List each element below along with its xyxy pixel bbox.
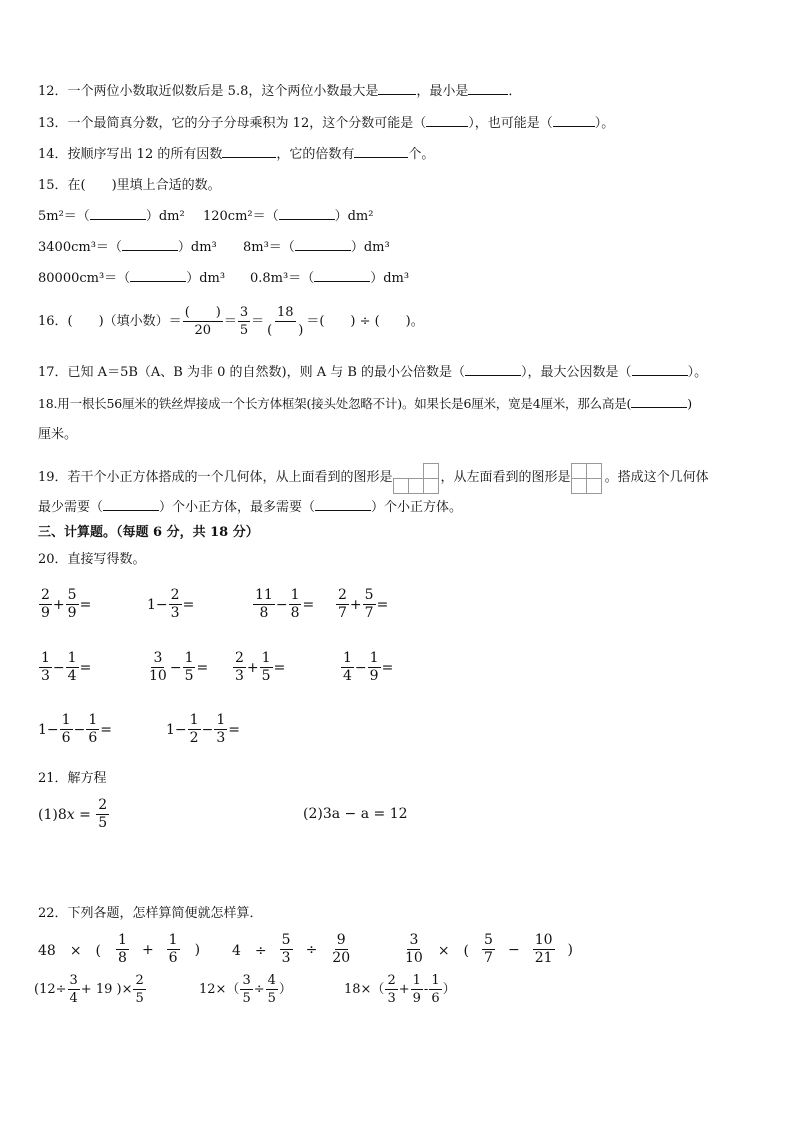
q19-text: ，从左面看到的图形是 [440, 470, 571, 485]
math-symbol: ） [442, 981, 456, 997]
fraction [39, 650, 52, 685]
fraction-denominator: 6 [61, 730, 71, 746]
math-symbol: 18×（ [344, 981, 385, 997]
math-symbol: = [74, 806, 96, 823]
math-symbol: 1 [166, 721, 175, 738]
calc-item [252, 587, 314, 622]
math-symbol: = [302, 596, 315, 613]
answer-blank[interactable] [222, 157, 276, 158]
fraction-denominator: 2 [189, 730, 199, 746]
q12-text: ，最小是 [416, 84, 469, 99]
question-19-line-2 [38, 499, 462, 517]
fraction-denominator[interactable]: ( ) [267, 323, 304, 338]
calc-item [340, 650, 393, 685]
fraction-denominator: 7 [364, 605, 374, 621]
calc-item [166, 712, 240, 747]
math-symbol: = [182, 596, 195, 613]
fraction-numerator: 1 [189, 712, 199, 728]
math-symbol: − [201, 721, 214, 738]
fraction [167, 932, 180, 967]
fraction-numerator: 2 [338, 587, 347, 603]
question-15-title: 15．在( )里填上合适的数。 [38, 178, 221, 193]
q13-text: ）。 [594, 116, 615, 131]
calc-item [335, 587, 388, 622]
fraction-denominator: 5 [98, 815, 108, 831]
fraction-denominator: 6 [431, 991, 440, 1006]
fraction-denominator: 9 [67, 605, 77, 621]
q15-row-1 [38, 208, 373, 226]
fraction [260, 650, 273, 685]
fraction-numerator: 1 [431, 973, 440, 988]
fraction-numerator: 2 [170, 587, 180, 603]
fraction [280, 932, 293, 967]
fraction [265, 304, 305, 339]
q19-text: 。搭成这个几何体 [604, 470, 709, 485]
fraction [68, 972, 80, 1007]
calc-item [38, 932, 200, 967]
math-symbol: 1 [38, 721, 47, 738]
fraction [39, 587, 52, 622]
answer-blank[interactable] [103, 510, 159, 511]
fraction-numerator: 1 [261, 650, 271, 666]
fraction [253, 587, 275, 622]
fraction [330, 932, 352, 967]
fraction-denominator: 7 [338, 605, 347, 621]
fraction [363, 587, 376, 622]
fraction [238, 304, 250, 339]
q17-text: 17．已知 A＝5B（A、B 为非 0 的自然数)，则 A 与 B 的最小公倍数是（ [38, 365, 466, 380]
answer-blank[interactable] [354, 157, 408, 158]
q15-text: 5m²＝（ [38, 209, 90, 224]
fraction [169, 587, 182, 622]
question-18 [38, 395, 692, 413]
q18-text: ) [687, 396, 692, 411]
math-symbol: = [79, 659, 92, 676]
q12-text: ． [508, 84, 522, 99]
answer-blank[interactable] [90, 219, 146, 220]
fraction-denominator: 6 [168, 950, 178, 966]
fraction-numerator: 1 [168, 932, 178, 948]
fraction-numerator: 1 [41, 650, 50, 666]
math-symbol: − [155, 596, 168, 613]
calc-item [147, 587, 194, 622]
calc-item [34, 972, 147, 1007]
fraction-numerator: 1 [343, 650, 352, 666]
left-view-icon [571, 462, 605, 494]
fraction [66, 587, 79, 622]
math-symbol: x [66, 806, 75, 823]
q13-text: ），也可能是（ [468, 116, 553, 131]
top-view-icon [393, 462, 441, 494]
q15-text: ）dm³ [186, 271, 226, 286]
fraction [214, 712, 227, 747]
fraction-denominator: 9 [369, 668, 379, 684]
math-symbol: ) [567, 941, 573, 958]
math-symbol: = [381, 659, 394, 676]
q15-text: ）dm³ [370, 271, 410, 286]
calc-item [38, 587, 91, 622]
fraction-numerator: 1 [290, 587, 300, 603]
math-symbol: − [275, 596, 288, 613]
fraction-denominator: 20 [194, 323, 212, 338]
fraction-denominator: 3 [170, 605, 180, 621]
q15-row-2b [243, 239, 390, 257]
fraction-numerator: 4 [267, 973, 276, 988]
fraction-numerator: 2 [235, 650, 244, 666]
math-symbol: = [376, 596, 389, 613]
q18-unit: 厘米。 [38, 427, 78, 442]
fraction-numerator: 10 [534, 932, 553, 948]
answer-blank[interactable] [378, 94, 416, 95]
fraction [183, 304, 223, 339]
question-22-title: 22．下列各题，怎样算简便就怎样算． [38, 906, 263, 921]
q16-text: ＝( ) ÷ ( )。 [306, 313, 424, 329]
math-symbol: × ( [437, 942, 470, 959]
fraction-numerator[interactable]: ( ) [184, 305, 221, 320]
math-symbol: = [100, 721, 112, 738]
math-symbol: + [246, 659, 259, 676]
fraction [385, 972, 397, 1007]
math-symbol: − [507, 941, 520, 958]
q19-text: 最少需要（ [38, 500, 104, 515]
question-16 [38, 304, 424, 339]
answer-blank[interactable] [122, 250, 178, 251]
fraction-numerator: 3 [239, 305, 249, 320]
question-20-title: 20．直接写得数。 [38, 552, 146, 567]
fraction [266, 972, 278, 1007]
q12-text: 12．一个两位小数取近似数后是 5.8，这个两位小数最大是 [38, 84, 379, 99]
fraction [60, 712, 73, 747]
q15-text: 120cm²＝（ [202, 209, 279, 224]
q17-text: ），最大公因数是（ [521, 365, 632, 380]
equation-2: (2)3a − a = 12 [303, 806, 408, 822]
math-symbol: − [169, 659, 182, 676]
fraction-numerator: 1 [216, 712, 226, 728]
calc-item [38, 650, 91, 685]
fraction-denominator: 10 [149, 668, 167, 684]
fraction [533, 932, 555, 967]
fraction-denominator: 4 [69, 991, 78, 1006]
question-12 [38, 83, 521, 101]
answer-blank[interactable] [130, 281, 186, 282]
fraction-denominator: 3 [216, 730, 226, 746]
fraction-denominator: 3 [41, 668, 50, 684]
fraction-numerator: 1 [184, 650, 194, 666]
answer-blank[interactable] [426, 126, 468, 127]
fraction [233, 650, 246, 685]
q15-text: ）dm² [145, 209, 185, 224]
answer-blank[interactable] [468, 94, 508, 95]
fraction-numerator: 1 [61, 712, 71, 728]
fraction [66, 650, 79, 685]
fraction-numerator: 3 [153, 650, 163, 666]
fraction-denominator: 5 [239, 323, 249, 338]
section-heading: 三、计算题。（每题 6 分，共 18 分） [38, 525, 259, 540]
q14-text: ，它的倍数有 [276, 147, 355, 162]
fraction [289, 587, 302, 622]
math-symbol: (1)8 [38, 806, 67, 823]
calc-item [199, 972, 292, 1007]
fraction [147, 650, 169, 685]
q18-text: 18.用一根长56厘米的铁丝焊接成一个长方体框架(接头处忽略不计)。如果长是6厘米，宽是4厘米，那么高是( [38, 396, 632, 411]
q15-text: 0.8m³＝（ [250, 271, 315, 286]
math-symbol: ÷ [253, 981, 265, 997]
q15-text: 8m³＝（ [243, 240, 295, 255]
fraction-numerator: 11 [255, 587, 273, 603]
calc-item [232, 932, 353, 967]
math-symbol: − [174, 721, 187, 738]
fraction-denominator: 21 [534, 950, 553, 966]
fraction-denominator: 3 [387, 991, 396, 1006]
fraction-numerator: 1 [88, 712, 98, 728]
answer-blank[interactable] [315, 510, 371, 511]
math-symbol: − [354, 659, 367, 676]
math-symbol: ÷ [305, 941, 318, 958]
q19-text: 19．若干个小正方体搭成的一个几何体，从上面看到的图形是 [38, 470, 393, 485]
fraction-denominator: 9 [412, 991, 421, 1006]
math-symbol: + 19 )× [80, 981, 133, 997]
fraction-numerator: 3 [69, 973, 78, 988]
fraction-denominator: 10 [405, 950, 423, 966]
fraction [133, 972, 145, 1007]
fraction-numerator: 5 [484, 932, 493, 948]
math-symbol: = [228, 721, 240, 738]
fraction-numerator: 3 [242, 973, 251, 988]
fraction-denominator: 5 [135, 991, 144, 1006]
fraction [403, 932, 425, 967]
math-symbol: 12×（ [199, 981, 240, 997]
fraction-denominator: 5 [267, 991, 276, 1006]
fraction-denominator: 5 [261, 668, 271, 684]
fraction-numerator: 18 [276, 305, 294, 320]
fraction-numerator: 2 [135, 973, 144, 988]
calc-item [402, 932, 573, 967]
q16-text: 16．( )（填小数）＝ [38, 313, 182, 329]
answer-blank[interactable] [631, 407, 687, 408]
math-symbol: − [46, 721, 59, 738]
calc-item [146, 650, 208, 685]
fraction [482, 932, 495, 967]
fraction-numerator: 1 [369, 650, 379, 666]
math-symbol: 48 × ( [38, 942, 102, 959]
q15-text: 3400cm³＝（ [38, 240, 122, 255]
math-symbol: = [79, 596, 92, 613]
fraction [188, 712, 201, 747]
calc-item [38, 712, 112, 747]
fraction-numerator: 5 [364, 587, 374, 603]
math-symbol: + [141, 941, 154, 958]
fraction-denominator: 4 [343, 668, 352, 684]
q19-text: ）个小正方体。 [371, 500, 463, 515]
math-symbol: ） [278, 981, 292, 997]
equation-1 [38, 797, 110, 832]
fraction-numerator: 1 [118, 932, 127, 948]
fraction-numerator: 1 [67, 650, 77, 666]
fraction-denominator: 9 [41, 605, 50, 621]
fraction [116, 932, 129, 967]
q14-text: 个。 [408, 147, 435, 162]
math-symbol: = [196, 659, 209, 676]
fraction-numerator: 2 [98, 797, 108, 813]
fraction-denominator: 5 [184, 668, 194, 684]
answer-blank[interactable] [465, 375, 521, 376]
q15-row-2 [38, 239, 217, 257]
math-symbol: + [52, 596, 65, 613]
question-14 [38, 146, 434, 164]
fraction-numerator: 1 [412, 973, 421, 988]
q15-text: ）dm³ [350, 240, 390, 255]
fraction-denominator: 3 [281, 950, 291, 966]
fraction-denominator: 5 [242, 991, 251, 1006]
fraction-numerator: 2 [387, 973, 396, 988]
equals-sign: ＝ [251, 313, 265, 329]
q15-text: ）dm³ [177, 240, 217, 255]
fraction-denominator: 4 [67, 668, 77, 684]
calc-item [344, 972, 456, 1007]
question-13 [38, 115, 614, 133]
q19-text: ）个小正方体，最多需要（ [159, 500, 316, 515]
fraction-numerator: 9 [336, 932, 346, 948]
fraction [341, 650, 354, 685]
fraction-denominator: 7 [484, 950, 493, 966]
math-symbol: + [398, 981, 410, 997]
math-symbol: − [52, 659, 65, 676]
fraction-numerator: 2 [41, 587, 50, 603]
fraction [336, 587, 349, 622]
fraction-denominator: 6 [88, 730, 98, 746]
q15-text: 80000cm³＝（ [38, 271, 131, 286]
fraction-numerator: 5 [67, 587, 77, 603]
math-symbol: ) [194, 941, 201, 958]
math-symbol: 1 [147, 596, 156, 613]
q13-text: 13．一个最简真分数，它的分子分母乘积为 12，这个分数可能是（ [38, 116, 427, 131]
fraction-denominator: 8 [259, 605, 269, 621]
q15-text: ）dm² [334, 209, 374, 224]
fraction [429, 972, 441, 1007]
q17-text: ）。 [687, 365, 708, 380]
fraction-denominator: 8 [118, 950, 127, 966]
math-symbol: 4 ÷ [232, 942, 267, 959]
fraction [96, 797, 109, 832]
q14-text: 14．按顺序写出 12 的所有因数 [38, 147, 223, 162]
question-21-title: 21．解方程 [38, 771, 107, 786]
answer-blank[interactable] [632, 375, 688, 376]
fraction [183, 650, 196, 685]
fraction [240, 972, 252, 1007]
fraction [368, 650, 381, 685]
fraction-numerator: 5 [281, 932, 291, 948]
answer-blank[interactable] [295, 250, 351, 251]
q15-row-3b [250, 270, 409, 288]
math-symbol: (12÷ [34, 981, 67, 997]
answer-blank[interactable] [553, 126, 595, 127]
fraction [86, 712, 99, 747]
calc-item [232, 650, 285, 685]
fraction-numerator: 3 [409, 932, 419, 948]
equals-sign: ＝ [223, 313, 237, 329]
math-symbol: + [349, 596, 362, 613]
fraction-denominator: 3 [235, 668, 244, 684]
fraction-denominator: 20 [332, 950, 351, 966]
math-symbol: = [273, 659, 286, 676]
fraction [411, 972, 423, 1007]
answer-blank[interactable] [279, 219, 335, 220]
q15-row-3 [38, 270, 225, 288]
fraction-denominator: 8 [290, 605, 300, 621]
answer-blank[interactable] [314, 281, 370, 282]
question-19 [38, 462, 709, 494]
math-symbol: − [73, 721, 86, 738]
math-symbol: - [423, 981, 429, 997]
question-17 [38, 364, 707, 382]
